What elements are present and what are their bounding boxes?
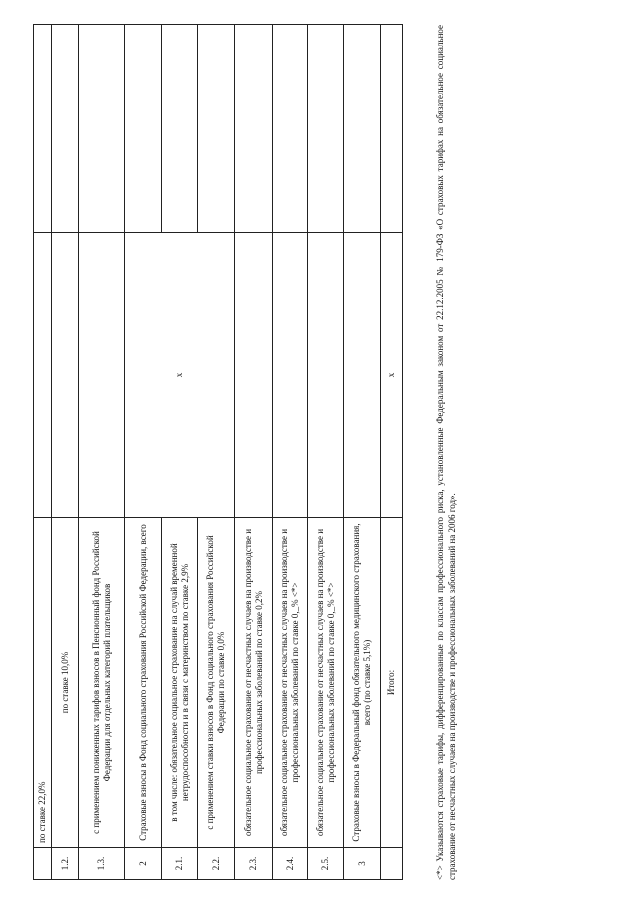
row-name: с применением пониженных тарифов взносов в Пенсионный фонд Российской Федерации для отдельных категорий плательщиков: [79, 518, 125, 848]
row-number: 2.2.: [198, 848, 235, 880]
row-number: 1.3.: [79, 848, 125, 880]
cell: [273, 233, 308, 518]
row-number: 1.2.: [52, 848, 79, 880]
cell: [344, 233, 381, 518]
cell: [308, 233, 344, 518]
row-number: [381, 848, 403, 880]
row-number: 3: [344, 848, 381, 880]
table-row: [125, 25, 162, 880]
row-name: обязательное социальное страхование от несчастных случаев на производстве и профессиональных заболеваний по ставке 0,_% <*>: [308, 518, 344, 848]
row-number: 2.1.: [162, 848, 198, 880]
row-name: по ставке 10,0%: [52, 518, 79, 848]
cell: [273, 25, 308, 233]
row-name: Страховые взносы в Федеральный фонд обязательного медицинского страхования, всего (по ставке 5,1%): [344, 518, 381, 848]
cell: [34, 233, 52, 518]
cell: [344, 25, 381, 233]
cell: [79, 233, 125, 518]
total-label: Итого:: [381, 518, 403, 848]
row-name: Страховые взносы в Фонд социального страхования Российской Федерации, всего: [125, 518, 162, 848]
cell: [79, 25, 125, 233]
row-name: по ставке 22,0%: [34, 518, 52, 848]
cell: [125, 25, 162, 233]
table-row: [235, 25, 273, 880]
row-number: 2.4.: [273, 848, 308, 880]
row-number: [34, 848, 52, 880]
table-row: [344, 25, 381, 880]
cell: [52, 25, 79, 233]
row-number: 2.5.: [308, 848, 344, 880]
cell: [162, 25, 198, 233]
row-number: 2.3.: [235, 848, 273, 880]
x-mark-cell: x: [125, 233, 235, 518]
row-name: в том числе: обязательное социальное страхование на случай временной нетрудоспособности и в связи с материнством по ставке 2,9%: [162, 518, 198, 848]
table-row: [273, 25, 308, 880]
row-name: обязательное социальное страхование от несчастных случаев на производстве и профессиональных заболеваний по ставке 0,2%: [235, 518, 273, 848]
table-row-total: [381, 25, 403, 880]
insurance-table: [33, 24, 403, 880]
cell: [308, 25, 344, 233]
cell: [381, 25, 403, 233]
cell: [52, 233, 79, 518]
table-row: [308, 25, 344, 880]
cell: [198, 25, 235, 233]
table-row: [34, 25, 52, 880]
row-number: 2: [125, 848, 162, 880]
row-name: с применением ставки взносов в Фонд социального страхования Российской Федерации по ставке 0,0%: [198, 518, 235, 848]
cell: [34, 25, 52, 233]
cell: [235, 25, 273, 233]
table-row: [79, 25, 125, 880]
row-name: обязательное социальное страхование от несчастных случаев на производстве и профессиональных заболеваний по ставке 0,_% <*>: [273, 518, 308, 848]
x-mark-cell: x: [381, 233, 403, 518]
cell: [235, 233, 273, 518]
footnote: <*> Указываются страховые тарифы, дифференцированные по классам профессионального риска, установленные Федеральным законом от 22.12.2005 № 179-ФЗ «О страховых тарифах на обязательное социальное страхование от несчастных случаев на производстве и профессиональных заболеваний на 2006 год».: [435, 25, 457, 880]
table-row: [52, 25, 79, 880]
